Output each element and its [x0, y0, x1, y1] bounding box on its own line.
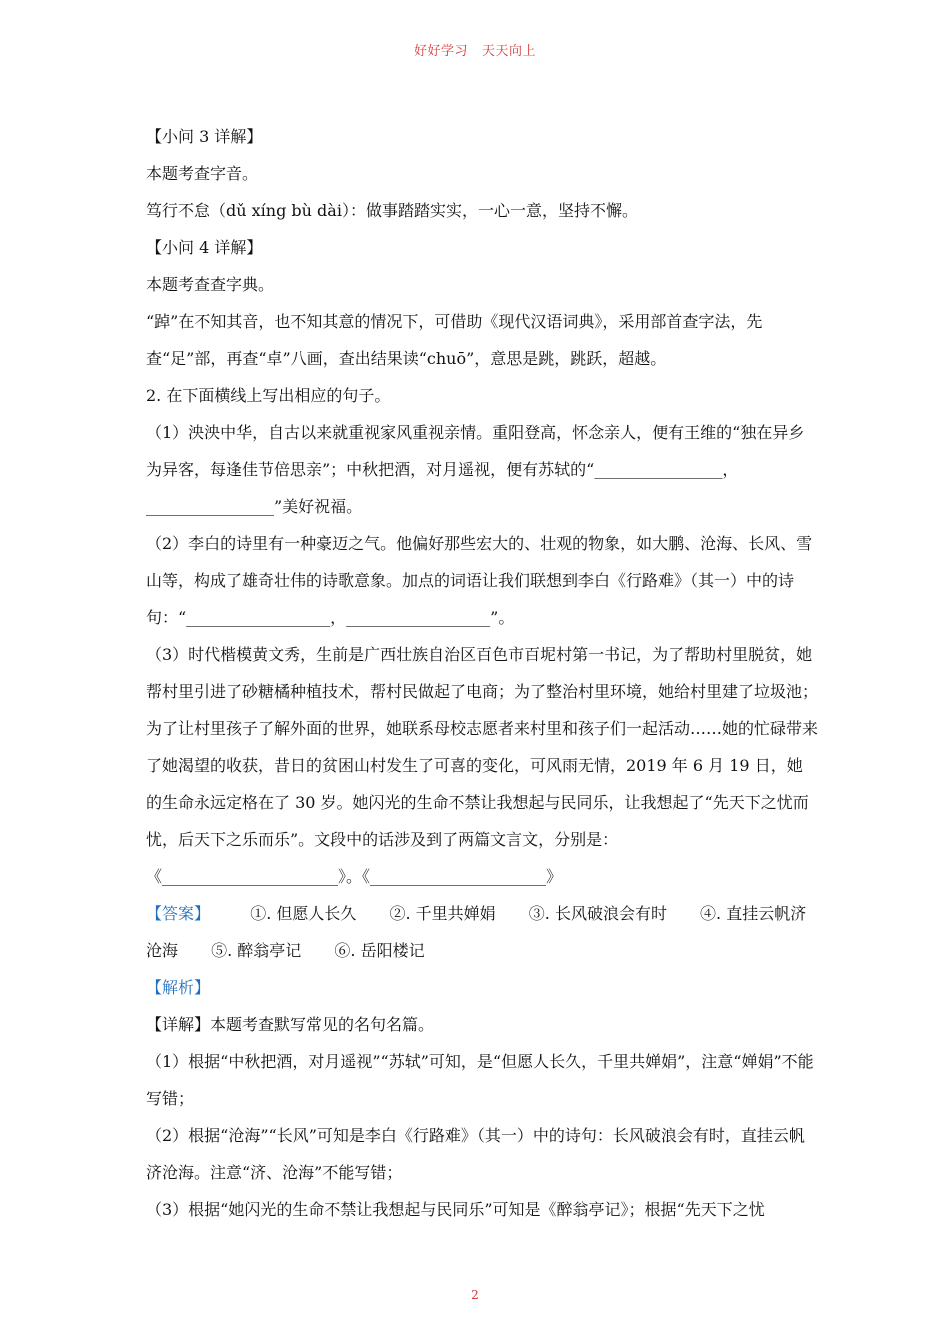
answer-item-1: ①. 但愿人长久 — [250, 904, 357, 923]
page-header: 好好学习 天天向上 — [414, 44, 536, 59]
analysis-label: 【解析】 — [146, 978, 211, 997]
question2-part2: （2）李白的诗里有一种豪迈之气。他偏好那些宏大的、壮观的物象，如大鹏、沧海、长风、雪山等，构成了雄奇壮伟的诗歌意象。加点的词语让我们联想到李白《行路难》（其一）中的诗句：“__________________，__________________”。 — [146, 534, 813, 627]
answer-label: 【答案】 — [146, 904, 211, 923]
analysis-part2: （2）根据“沧海”“长风”可知是李白《行路难》（其一）中的诗句：长风破浪会有时，直挂云帆济沧海。注意“济、沧海”不能写错； — [146, 1126, 805, 1182]
question2-stem: 2. 在下面横线上写出相应的句子。 — [146, 386, 391, 405]
question2-part3-blanks: 《______________________》。《______________________》 — [146, 867, 563, 886]
answer-item-5: ⑤. 醉翁亭记 — [211, 941, 302, 960]
answer-item-6: ⑥. 岳阳楼记 — [334, 941, 425, 960]
analysis-detail: 【详解】本题考查默写常见的名句名篇。 — [146, 1015, 435, 1034]
page-content — [146, 118, 818, 1228]
answer-block — [146, 895, 818, 969]
analysis-part3: （3）根据“她闪光的生命不禁让我想起与民同乐”可知是《醉翁亭记》；根据“先天下之忧 — [146, 1200, 765, 1219]
question2-part3: （3）时代楷模黄文秀，生前是广西壮族自治区百色市百坭村第一书记，为了帮助村里脱贫，她帮村里引进了砂糖橘种植技术，帮村民做起了电商；为了整治村里环境，她给村里建了垃圾池；为了让村里孩子了解外面的世界，她联系母校志愿者来村里和孩子们一起活动……她的忙碌带来了她渴望的收获，昔日的贫困山村发生了可喜的变化，可风雨无情，2019 年 6 月 19 日，她的生命永远定格在了 30 岁。她闪光的生命不禁让我想起与民同乐，让我想起了“先天下之忧而忧，后天下之乐而乐”。文段中的话涉及到了两篇文言文，分别是： — [146, 645, 819, 849]
answer-item-4: ④. 直挂云帆济沧海 — [146, 904, 807, 960]
q4-line1: 本题考查查字典。 — [146, 275, 275, 294]
page-number: 2 — [471, 1288, 479, 1302]
q4-title: 【小问 4 详解】 — [146, 238, 263, 257]
q3-line2: 笃行不怠（dǔ xíng bù dài）：做事踏踏实实，一心一意，坚持不懈。 — [146, 201, 638, 220]
question2-part1: （1）泱泱中华，自古以来就重视家风重视亲情。重阳登高，怀念亲人，便有王维的“独在异乡为异客，每逢佳节倍思亲”；中秋把酒，对月遥视，便有苏轼的“________________，________________”美好祝福。 — [146, 423, 805, 516]
analysis-part1: （1）根据“中秋把酒，对月遥视”“苏轼”可知，是“但愿人长久，千里共婵娟”，注意“婵娟”不能写错； — [146, 1052, 814, 1108]
answer-item-2: ②. 千里共婵娟 — [389, 904, 496, 923]
q4-line2: “踔”在不知其音，也不知其意的情况下，可借助《现代汉语词典》，采用部首查字法，先查“足”部，再查“卓”八画，查出结果读“chuō”，意思是跳，跳跃，超越。 — [146, 312, 763, 368]
q3-line1: 本题考查字音。 — [146, 164, 259, 183]
q3-title: 【小问 3 详解】 — [146, 127, 263, 146]
answer-item-3: ③. 长风破浪会有时 — [528, 904, 667, 923]
